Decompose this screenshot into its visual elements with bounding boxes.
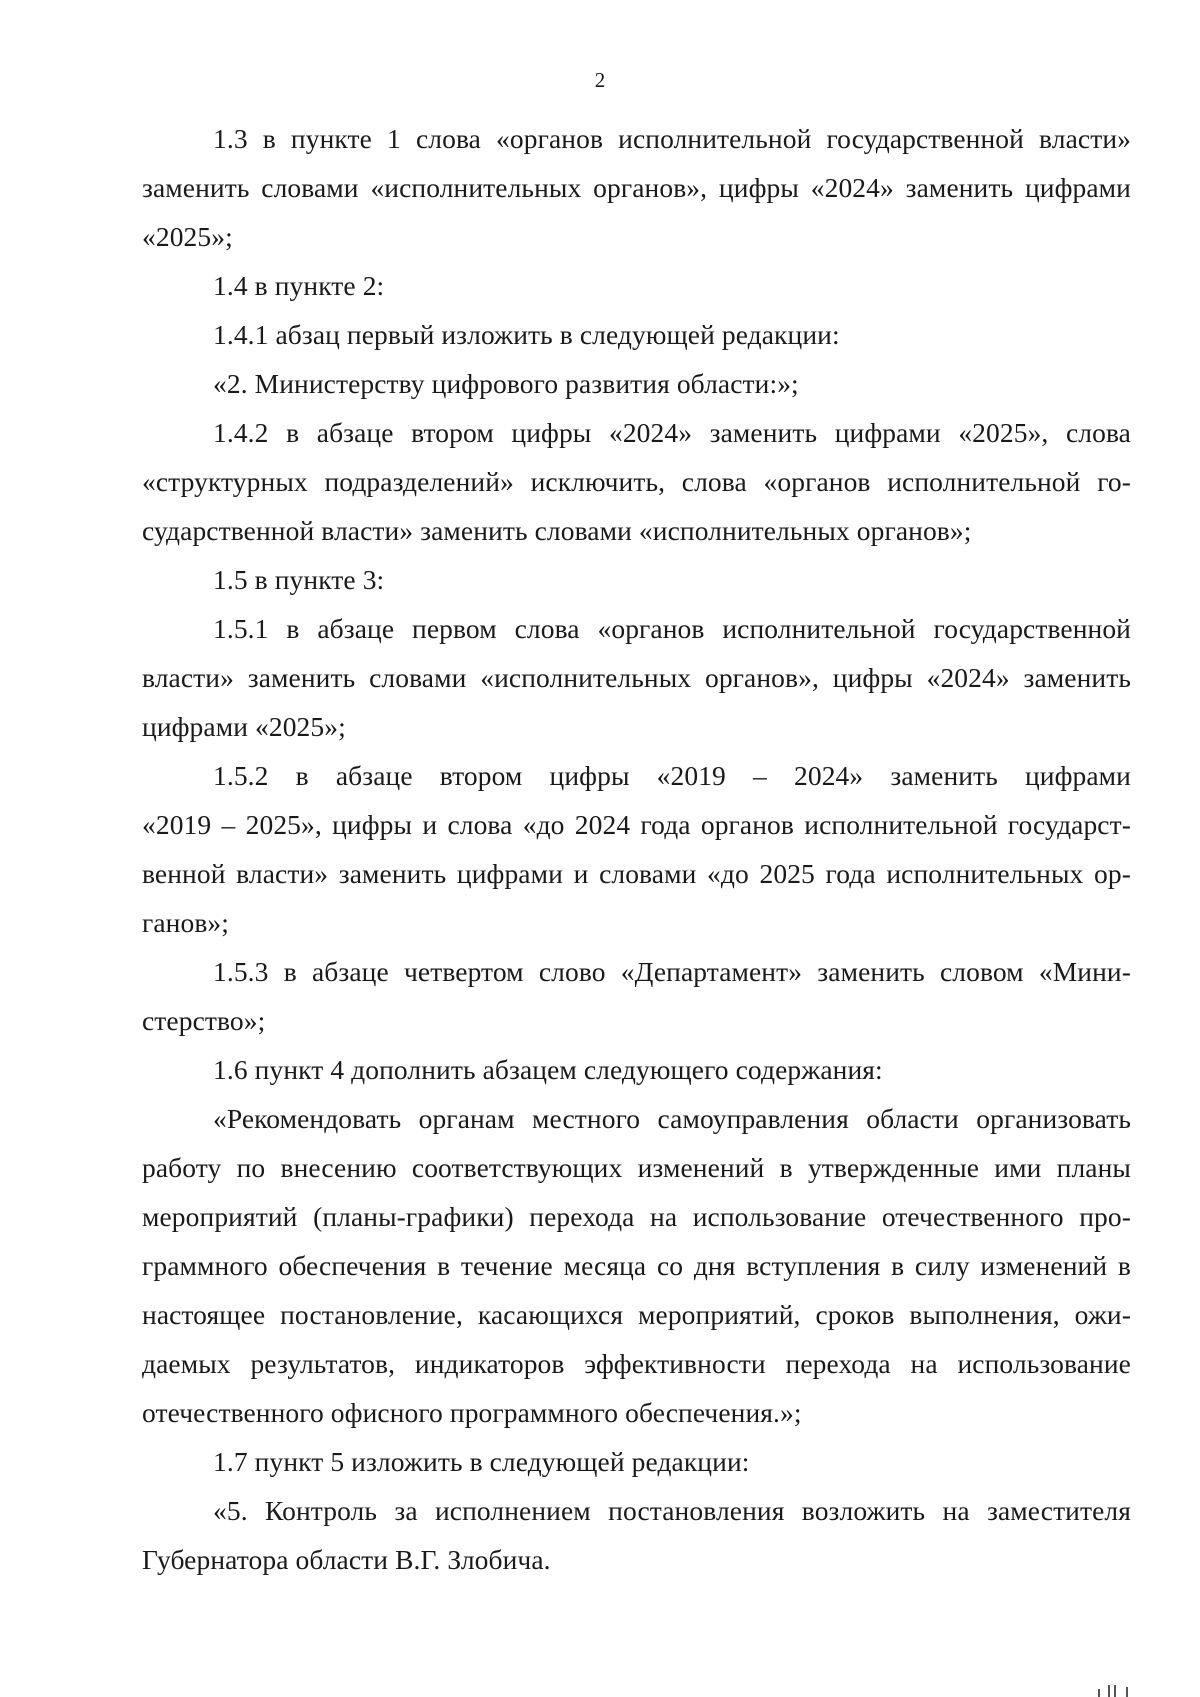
paragraph-p1-4-1-quote <box>142 359 1131 408</box>
paragraph-p1-5-1 <box>142 604 1131 751</box>
page-number: 2 <box>594 68 606 92</box>
paragraph-line: «2019 – 2025», цифры и слова «до 2024 года органов исполнительной государст- <box>142 809 1131 840</box>
paragraph-line: 1.5.1 в абзаце первом слова «органов исполнительной государственной <box>213 613 1131 644</box>
paragraph-line: «2025»; <box>142 221 233 252</box>
paragraph-line: ганов»; <box>142 907 230 938</box>
paragraph-line: 1.4.1 абзац первый изложить в следующей редакции: <box>213 319 840 350</box>
paragraph-p1-4-1 <box>142 310 1131 359</box>
paragraph-line: даемых результатов, индикаторов эффективности перехода на использование <box>142 1348 1131 1379</box>
paragraph-line: 1.5.3 в абзаце четвертом слово «Департамент» заменить словом «Мини- <box>213 956 1131 987</box>
paragraph-p1-6 <box>142 1045 1131 1094</box>
paragraph-line: работу по внесению соответствующих изменений в утвержденные ими планы <box>142 1152 1131 1183</box>
document-body <box>142 114 1131 1584</box>
scan-artifact <box>1094 1683 1142 1697</box>
paragraph-line: «структурных подразделений» исключить, слова «органов исполнительной го- <box>142 466 1131 497</box>
paragraph-line: 1.4.2 в абзаце втором цифры «2024» заменить цифрами «2025», слова <box>213 417 1131 448</box>
paragraph-line: 1.6 пункт 4 дополнить абзацем следующего содержания: <box>213 1054 883 1085</box>
paragraph-line: «5. Контроль за исполнением постановления возложить на заместителя <box>213 1495 1131 1526</box>
paragraph-p1-5 <box>142 555 1131 604</box>
paragraph-p1-7-quote <box>142 1486 1131 1584</box>
paragraph-p1-6-quote <box>142 1094 1131 1437</box>
paragraph-p1-4-2 <box>142 408 1131 555</box>
paragraph-line: стерство»; <box>142 1005 266 1036</box>
paragraph-line: 1.3 в пункте 1 слова «органов исполнительной государственной власти» <box>213 123 1131 154</box>
paragraph-line: власти» заменить словами «исполнительных органов», цифры «2024» заменить <box>142 662 1131 693</box>
paragraph-line: «2. Министерству цифрового развития области:»; <box>213 368 799 399</box>
paragraph-line: 1.5 в пункте 3: <box>213 564 385 595</box>
paragraph-p1-7 <box>142 1437 1131 1486</box>
paragraph-line: цифрами «2025»; <box>142 711 346 742</box>
paragraph-p1-5-3 <box>142 947 1131 1045</box>
paragraph-line: мероприятий (планы-графики) перехода на использование отечественного про- <box>142 1201 1131 1232</box>
paragraph-line: Губернатора области В.Г. Злобича. <box>142 1544 551 1575</box>
paragraph-line: «Рекомендовать органам местного самоуправления области организовать <box>213 1103 1131 1134</box>
paragraph-line: отечественного офисного программного обеспечения.»; <box>142 1397 802 1428</box>
paragraph-p1-3 <box>142 114 1131 261</box>
paragraph-line: граммного обеспечения в течение месяца со дня вступления в силу изменений в <box>142 1250 1131 1281</box>
paragraph-line: 1.7 пункт 5 изложить в следующей редакции: <box>213 1446 750 1477</box>
paragraph-line: 1.5.2 в абзаце втором цифры «2019 – 2024» заменить цифрами <box>213 760 1131 791</box>
paragraph-line: заменить словами «исполнительных органов», цифры «2024» заменить цифрами <box>142 172 1131 203</box>
paragraph-line: венной власти» заменить цифрами и словами «до 2025 года исполнительных ор- <box>142 858 1131 889</box>
paragraph-line: настоящее постановление, касающихся мероприятий, сроков выполнения, ожи- <box>142 1299 1131 1330</box>
paragraph-line: 1.4 в пункте 2: <box>213 270 385 301</box>
paragraph-line: сударственной власти» заменить словами «исполнительных органов»; <box>142 515 972 546</box>
paragraph-p1-4 <box>142 261 1131 310</box>
paragraph-p1-5-2 <box>142 751 1131 947</box>
